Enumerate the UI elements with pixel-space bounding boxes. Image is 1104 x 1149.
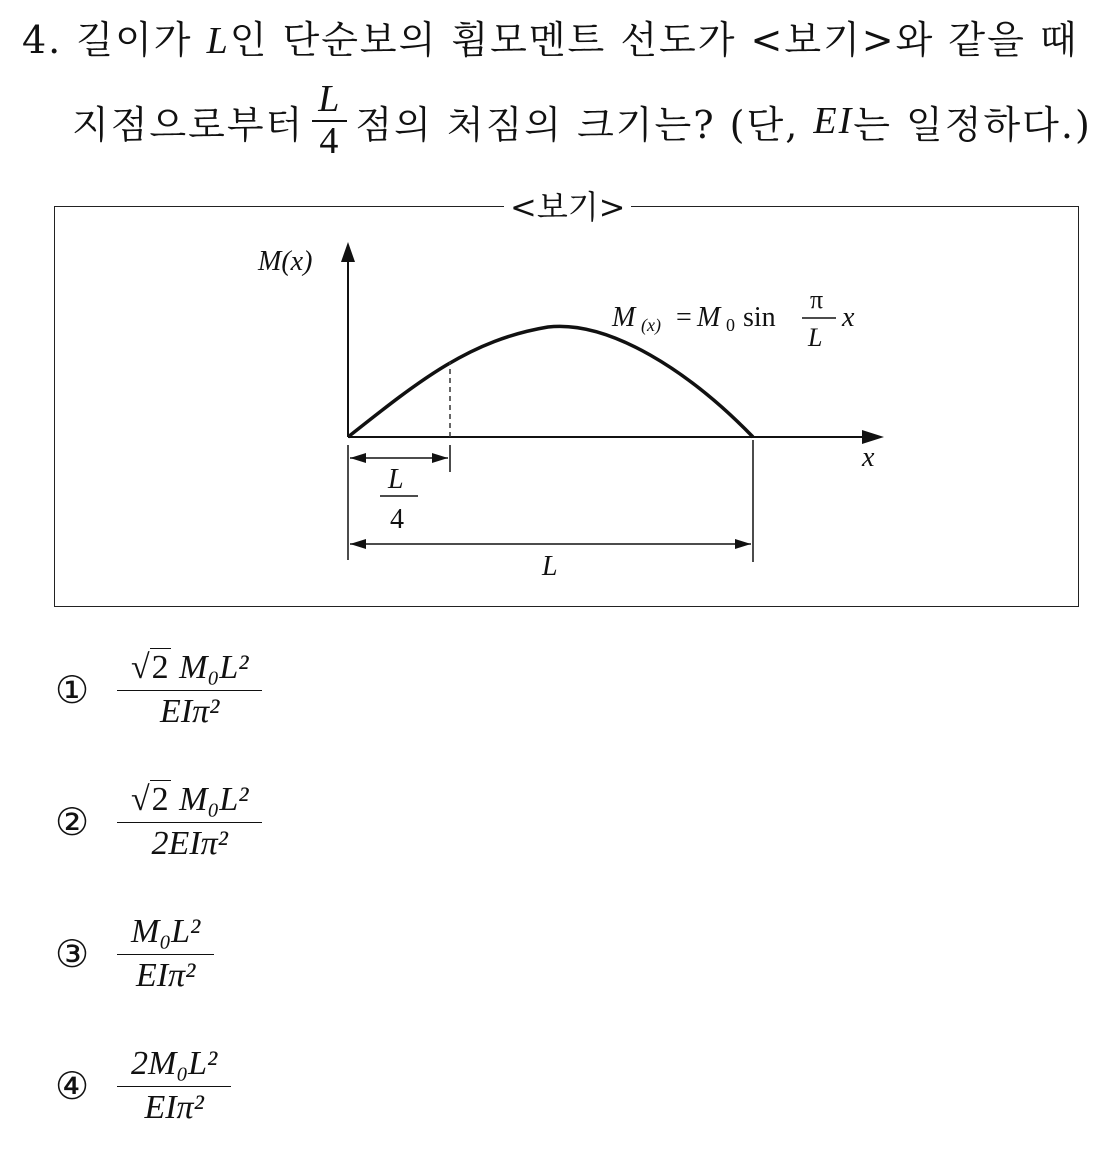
eq-lhs: M bbox=[612, 302, 636, 333]
option-4-denominator: EIπ² bbox=[144, 1088, 204, 1126]
eq-frac-den: L bbox=[808, 323, 823, 352]
option-4-mark: ④ bbox=[55, 1065, 90, 1108]
dim-full-arrow-left-icon bbox=[350, 539, 366, 549]
question-text-1b: 인 단순보의 휨모멘트 선도가 <보기>와 같을 때 bbox=[229, 18, 1079, 62]
question-text-2c: 는 일정하다.) bbox=[853, 102, 1092, 147]
question-text-1a: 길이가 bbox=[76, 18, 193, 62]
question-text-2a: 지점으로부터 bbox=[72, 102, 305, 147]
sqrt-icon: √2 bbox=[131, 649, 169, 686]
option-2-formula bbox=[117, 779, 262, 865]
option-4[interactable] bbox=[55, 1036, 231, 1136]
option-3-formula bbox=[117, 911, 214, 997]
option-3-mark: ③ bbox=[55, 933, 90, 976]
option-4-numerator: 2M₀L² bbox=[131, 1045, 218, 1082]
option-2-denominator: 2EIπ² bbox=[151, 824, 228, 862]
eq-sin: sin bbox=[743, 302, 776, 333]
option-1-mark: ① bbox=[55, 669, 90, 712]
moment-equation bbox=[611, 285, 855, 352]
moment-curve bbox=[348, 326, 753, 437]
eq-var: x bbox=[842, 302, 855, 333]
sqrt-icon: √2 bbox=[131, 781, 169, 818]
option-4-formula bbox=[117, 1043, 231, 1129]
dim-quarter-den: 4 bbox=[390, 504, 404, 535]
option-2-numerator: √2 M₀L² bbox=[131, 781, 249, 818]
option-3[interactable] bbox=[55, 904, 214, 1004]
option-1-numerator: √2 M₀L² bbox=[131, 649, 249, 686]
option-1-denominator: EIπ² bbox=[160, 692, 220, 730]
eq-equals: = bbox=[676, 302, 692, 333]
dim-full-arrow-right-icon bbox=[735, 539, 751, 549]
question-number: 4. bbox=[22, 18, 63, 62]
y-axis-arrow-icon bbox=[341, 242, 355, 262]
eq-lhs-sub: (x) bbox=[641, 315, 661, 335]
dim-quarter-num: L bbox=[388, 464, 404, 495]
length-symbol: L bbox=[206, 20, 230, 62]
ei-symbol: EI bbox=[813, 100, 854, 142]
x-axis-label: x bbox=[862, 442, 875, 473]
dim-quarter-label bbox=[380, 464, 418, 535]
point-fraction-numerator: L bbox=[318, 78, 342, 121]
option-3-numerator: M₀L² bbox=[131, 913, 201, 950]
y-axis-label: M(x) bbox=[258, 246, 313, 277]
option-3-denominator: EIπ² bbox=[135, 956, 196, 994]
dim-full-label: L bbox=[542, 551, 558, 582]
point-fraction-denominator: 4 bbox=[319, 120, 341, 162]
question-text-2b: 점의 처짐의 크기는? (단, bbox=[355, 102, 800, 147]
example-box-title: <보기> bbox=[504, 188, 631, 226]
option-1-formula bbox=[117, 647, 262, 733]
option-2[interactable] bbox=[55, 772, 262, 872]
dim-quarter-arrow-right-icon bbox=[432, 453, 448, 463]
eq-m0: M bbox=[697, 302, 721, 333]
eq-m0-sub: 0 bbox=[726, 315, 735, 335]
option-1[interactable] bbox=[55, 640, 262, 740]
eq-frac-num: π bbox=[810, 285, 824, 314]
dim-quarter-arrow-left-icon bbox=[350, 453, 366, 463]
option-2-mark: ② bbox=[55, 801, 90, 844]
